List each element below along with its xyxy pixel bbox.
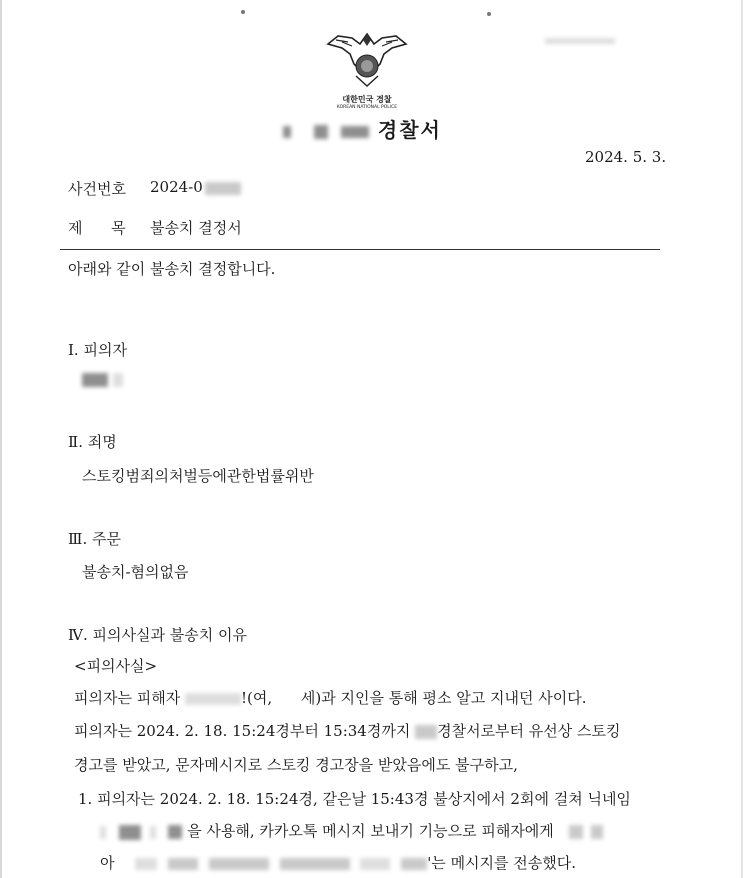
facts-subheading: <피의사실> <box>74 657 158 675</box>
case-number-label: 사건번호 <box>68 180 126 198</box>
case-number-value: 2024-0 <box>150 178 241 196</box>
section-ruling-heading: Ⅲ. 주문 <box>68 530 121 548</box>
facts-line-4: 1. 피의자는 2024. 2. 18. 15:24경, 같은날 15:43경 불상지에서 2회에 걸쳐 닉네임 <box>78 790 631 808</box>
redacted-text <box>168 858 198 870</box>
police-emblem <box>322 30 412 110</box>
facts-line-1: 피의자는 피해자 !(여, 세)과 지인을 통해 평소 알고 지내던 사이다. <box>74 689 587 707</box>
facts-line-2: 피의자는 2024. 2. 18. 15:24경부터 15:34경까지 경찰서로부터 유선상 스토킹 <box>74 722 621 740</box>
redacted-text <box>150 826 156 839</box>
station-suffix: 경찰서 <box>377 118 442 142</box>
police-eagle-icon <box>322 30 412 92</box>
subject-label: 제 목 <box>68 219 126 237</box>
police-station-title <box>283 114 442 143</box>
scan-dot <box>241 10 245 14</box>
charge-value: 스토킹범죄의처벌등에관한법률위반 <box>82 467 314 485</box>
redacted-text <box>314 125 328 139</box>
emblem-english-text: KOREAN NATIONAL POLICE <box>336 105 398 110</box>
facts-line-5: 을 사용해, 카카오톡 메시지 보내기 기능으로 피해자에게 <box>100 820 603 841</box>
redacted-text <box>135 858 157 870</box>
redacted-text <box>168 825 182 839</box>
redacted-text <box>185 693 241 705</box>
section-suspect-heading: Ⅰ. 피의자 <box>68 341 127 359</box>
intro-text: 아래와 같이 불송치 결정합니다. <box>68 260 276 278</box>
emblem-korean-text: 대한민국 경찰 <box>342 95 392 104</box>
redacted-text <box>415 725 437 739</box>
redacted-text <box>205 182 241 195</box>
redacted-text <box>591 825 603 839</box>
section-charge-heading: Ⅱ. 죄명 <box>68 433 117 451</box>
redacted-text <box>569 825 583 839</box>
redacted-text <box>100 826 106 839</box>
redacted-text <box>341 126 369 138</box>
redacted-text <box>209 858 269 870</box>
redacted-text <box>119 825 141 840</box>
facts-line-6: 아 '는 메시지를 전송했다. <box>100 854 577 872</box>
redacted-mark <box>545 38 615 44</box>
section-facts-heading: Ⅳ. 피의사실과 불송치 이유 <box>68 626 247 644</box>
subject-value: 불송치 결정서 <box>150 219 242 237</box>
redacted-text <box>280 858 350 870</box>
page-left-edge <box>0 0 2 878</box>
ruling-value: 불송치-혐의없음 <box>82 563 189 581</box>
document-date: 2024. 5. 3. <box>585 148 667 166</box>
scan-dot <box>487 12 491 16</box>
divider-line <box>60 249 660 250</box>
redacted-text <box>401 858 427 870</box>
suspect-name-redacted <box>82 369 123 388</box>
redacted-text <box>283 126 291 138</box>
redacted-text <box>360 858 390 870</box>
facts-line-3: 경고를 받았고, 문자메시지로 스토킹 경고장을 받았음에도 불구하고, <box>74 756 518 774</box>
